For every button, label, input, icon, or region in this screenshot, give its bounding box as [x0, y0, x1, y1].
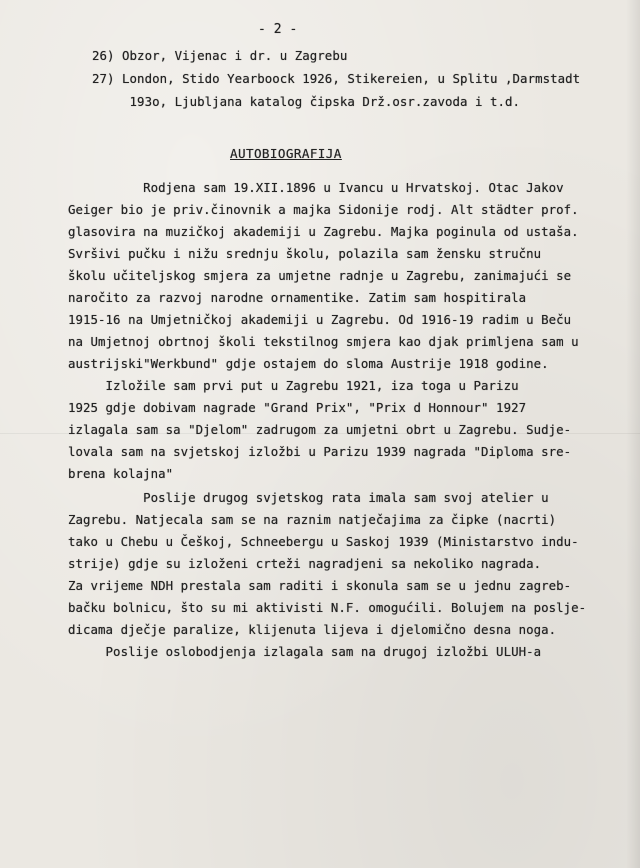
body-line: bačku bolnicu, što su mi aktivisti N.F. omogućili. Bolujem na poslje-	[68, 600, 587, 615]
body-line: glasovira na muzičkoj akademiji u Zagrebu. Majka poginula od ustaša.	[68, 224, 579, 239]
body-line: strije) gdje su izloženi crteži nagradjeni sa nekoliko nagrada.	[68, 556, 542, 571]
body-line: Poslije oslobodjenja izlagala sam na drugoj izložbi ULUH-a	[68, 644, 542, 659]
body-line: naročito za razvoj narodne ornamentike. Zatim sam hospitirala	[68, 290, 527, 305]
body-line: izlagala sam sa "Djelom" zadrugom za umjetni obrt u Zagrebu. Sudje-	[68, 422, 572, 437]
body-line: na Umjetnoj obrtnoj školi tekstilnog smjera kao djak primljena sam u	[68, 334, 579, 349]
body-line: tako u Chebu u Češkoj, Schneebergu u Saskoj 1939 (Ministarstvo indu-	[68, 534, 579, 549]
section-heading: AUTOBIOGRAFIJA	[230, 146, 342, 161]
page-number: - 2 -	[258, 22, 298, 37]
reference-line: 27) London, Stido Yearboock 1926, Stikereien, u Splitu ,Darmstadt	[92, 71, 581, 86]
body-line: 1925 gdje dobivam nagrade "Grand Prix", "Prix d Honnour" 1927	[68, 400, 527, 415]
body-line: Svršivi pučku i nižu srednju školu, polazila sam žensku stručnu	[68, 246, 542, 261]
body-line: 1915-16 na Umjetničkoj akademiji u Zagrebu. Od 1916-19 radim u Beču	[68, 312, 572, 327]
body-line: Zagrebu. Natjecala sam se na raznim natječajima za čipke (nacrti)	[68, 512, 557, 527]
body-line: lovala sam na svjetskoj izložbi u Parizu 1939 nagrada "Diploma sre-	[68, 444, 572, 459]
body-line: Izložile sam prvi put u Zagrebu 1921, iza toga u Parizu	[68, 378, 519, 393]
body-line: Poslije drugog svjetskog rata imala sam svoj atelier u	[68, 490, 549, 505]
body-line: Rodjena sam 19.XII.1896 u Ivancu u Hrvatskoj. Otac Jakov	[68, 180, 564, 195]
body-line: Geiger bio je priv.činovnik a majka Sidonije rodj. Alt städter prof.	[68, 202, 579, 217]
reference-line: 193o, Ljubljana katalog čipska Drž.osr.zavoda i t.d.	[92, 94, 521, 109]
body-line: brena kolajna"	[68, 466, 174, 481]
reference-line: 26) Obzor, Vijenac i dr. u Zagrebu	[92, 48, 348, 63]
body-line: dicama dječje paralize, klijenuta lijeva i djelomično desna noga.	[68, 622, 557, 637]
body-line: austrijski"Werkbund" gdje ostajem do sloma Austrije 1918 godine.	[68, 356, 549, 371]
body-line: školu učiteljskog smjera za umjetne radnje u Zagrebu, zanimajući se	[68, 268, 572, 283]
body-line: Za vrijeme NDH prestala sam raditi i skonula sam se u jednu zagreb-	[68, 578, 572, 593]
